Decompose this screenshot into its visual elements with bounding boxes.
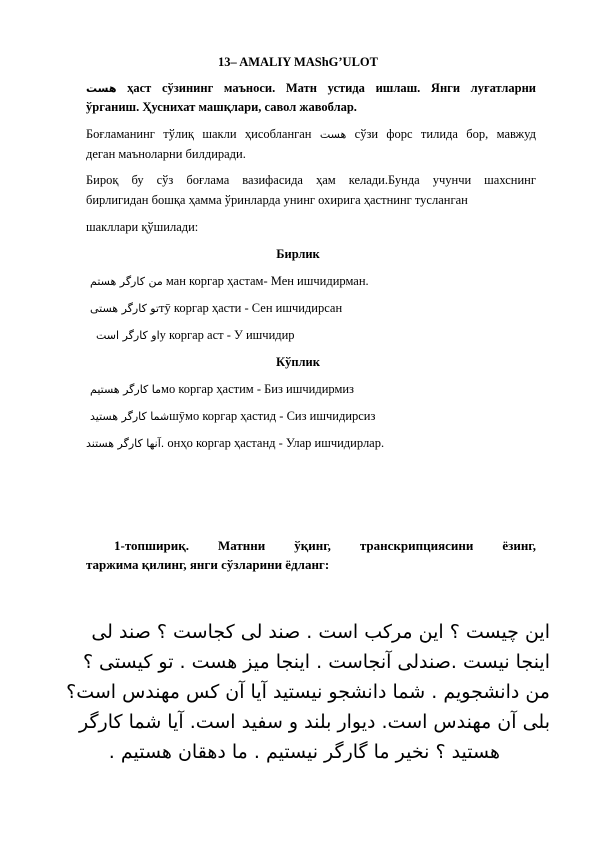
para2-line-1: Бироқ бу сўз боғлама вазифасида ҳам келади.Бунда учунчи шахснинг: [86, 173, 536, 187]
plural-row-2: [90, 408, 536, 425]
plural-row-3: [86, 435, 536, 452]
singular-row-3-text: у коргар аст - У ишчидир: [159, 328, 295, 342]
singular-row-3: [96, 327, 536, 344]
singular-row-3-persian: او کارگر است: [96, 329, 160, 342]
plural-row-2-persian: شما کارگر هستید: [90, 410, 170, 423]
singular-row-1: [90, 273, 536, 290]
plural-row-2-text: шӯмо коргар ҳастид - Сиз ишчидирсиз: [169, 409, 376, 423]
para1-line-1: [86, 126, 536, 143]
singular-row-2: [90, 300, 536, 317]
para1-text-a: Боғламанинг тўлиқ шакли ҳисобланган: [86, 127, 320, 141]
plural-row-3-text: онҳо коргар ҳастанд - Улар ишчидирлар.: [164, 436, 385, 450]
intro-line-2: ўрганиш. Ҳуснихат машқлари, савол жавоблар.: [86, 100, 357, 114]
intro-persian-word: هست: [86, 82, 117, 95]
intro-line-1: [86, 80, 536, 97]
singular-row-1-persian: من کارگر هستم: [90, 275, 163, 288]
singular-heading: Бирлик: [276, 247, 320, 261]
para1-persian-word: هست: [319, 128, 347, 141]
para1-line-2: деган маъноларни билдиради.: [86, 147, 246, 161]
persian-text-line-1: این چیست ؟ این مرکب است . صند لی کجاست ؟ صند لی: [91, 621, 550, 643]
persian-text-line-2: اینجا نیست .صندلی آنجاست . اینجا میز هست . تو کیستی ؟: [82, 651, 550, 673]
plural-row-1-text: мо коргар ҳастим - Биз ишчидирмиз: [161, 382, 354, 396]
plural-row-3-persian: آنها کارگر هستند.: [86, 437, 165, 450]
para1-text-b: сўзи форс тилида бор, мавжуд: [346, 127, 536, 141]
plural-row-1: [90, 381, 536, 398]
page-title: 13– AMALIY MAShG’ULOT: [218, 55, 378, 69]
task-heading-line-1: 1-топшириқ. Матнни ўқинг, транскрипциясини ёзинг,: [114, 538, 536, 553]
persian-text-line-3: من دانشجویم . شما دانشجو نیستید آیا آن کس مهندس است؟: [66, 681, 550, 703]
intro-line-1-text: ҳаст сўзининг маъноси. Матн устида ишлаш. Янги луғатларни: [116, 81, 536, 95]
task-heading-line-2: таржима қилинг, янги сўзларини ёдланг:: [86, 557, 330, 572]
singular-row-2-text: тӯ коргар ҳасти - Сен ишчидирсан: [159, 301, 343, 315]
singular-row-1-text: ман коргар ҳастам- Мен ишчидирман.: [162, 274, 369, 288]
plural-row-1-persian: ما کارگر هستیم: [90, 383, 162, 396]
para2-line-2: бирлигидан бошқа ҳамма ўринларда унинг охирига ҳастнинг тусланган: [86, 193, 468, 207]
para2-line-3: шакллари қўшилади:: [86, 220, 199, 234]
persian-text-line-4: بلی آن مهندس است. دیوار بلند و سفید است. آیا شما کارگر: [78, 711, 550, 733]
persian-text-line-5: هستید ؟ نخیر ما گارگر نیستیم . ما دهقان هستیم .: [108, 741, 500, 763]
plural-heading: Кўплик: [276, 355, 320, 369]
singular-row-2-persian: تو کارگر هستی: [90, 302, 160, 315]
